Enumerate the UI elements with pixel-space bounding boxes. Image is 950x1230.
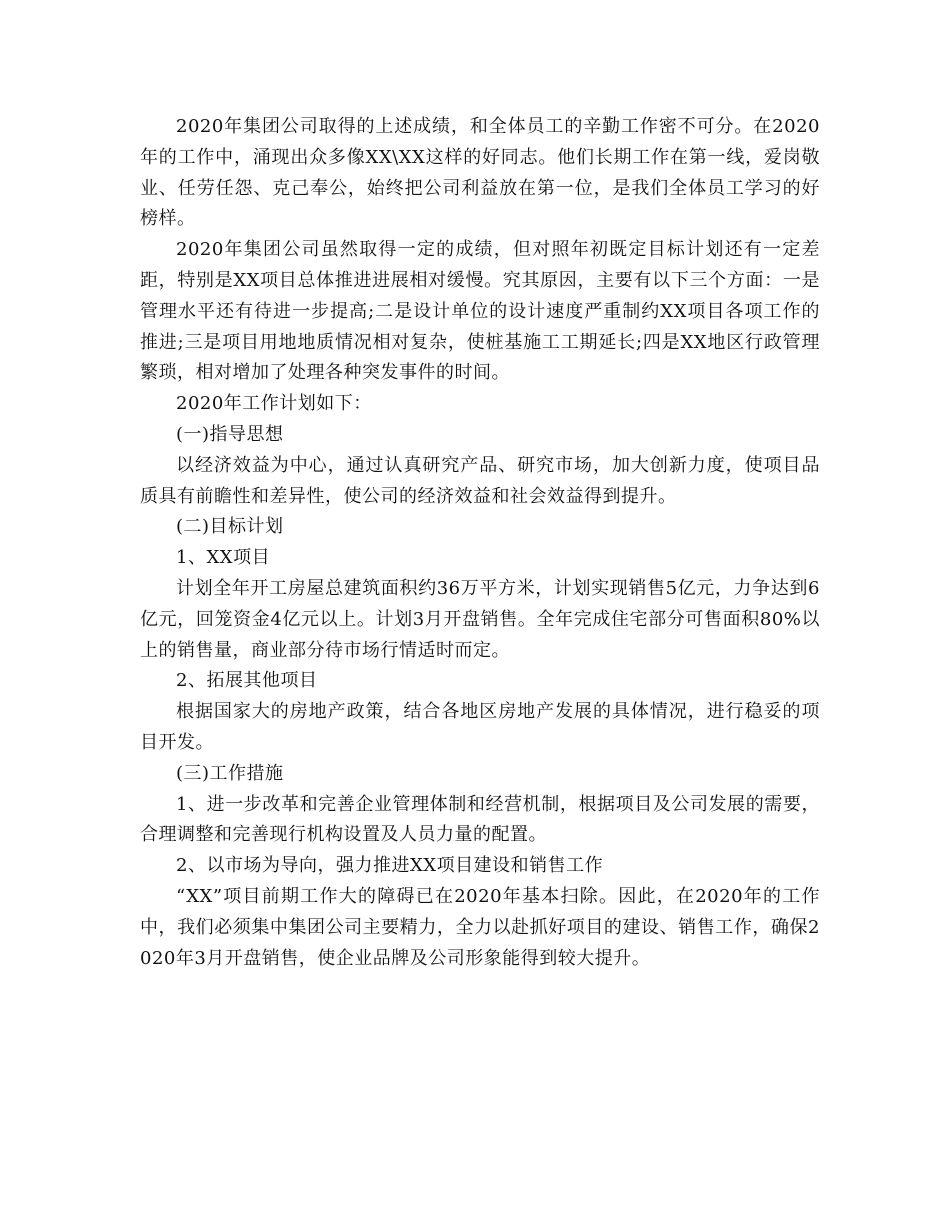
section-heading-target-plan: (二)目标计划 (176, 516, 284, 538)
paragraph-other-projects: 根据国家大的房地产政策，结合各地区房地产发展的具体情况，进行稳妥的项目开发。 (140, 701, 820, 753)
paragraph-measure-market: 2、以市场为导向，强力推进XX项目建设和销售工作 (176, 855, 604, 877)
paragraph-measure-reform: 1、进一步改革和完善企业管理体制和经营机制，根据项目及公司发展的需要，合理调整和完善现行机构设置及人员力量的配置。 (140, 793, 820, 846)
paragraph-plan-intro: 2020年工作计划如下： (176, 393, 372, 415)
paragraph-xx-project: 计划全年开工房屋总建筑面积约36万平方米，计划实现销售5亿元，力争达到6亿元，回笼资金4亿元以上。计划3月开盘销售。全年完成住宅部分可售面积80%以上的销售量，商业部分待市场行情适时而定。 (140, 577, 820, 661)
paragraph-achievements: 2020年集团公司取得的上述成绩，和全体员工的辛勤工作密不可分。在2020年的工作中，涌现出众多像XX\XX这样的好同志。他们长期工作在第一线，爱岗敬业、任劳任怨、克己奉公，始终把公司利益放在第一位，是我们全体员工学习的好榜样。 (140, 116, 820, 230)
document-body (140, 112, 820, 974)
section-heading-guiding-ideology: (一)指导思想 (176, 423, 284, 445)
section-heading-work-measures: (三)工作措施 (176, 762, 284, 784)
paragraph-shortcomings: 2020年集团公司虽然取得一定的成绩，但对照年初既定目标计划还有一定差距，特别是XX项目总体推进进展相对缓慢。究其原因，主要有以下三个方面：一是管理水平还有待进一步提高;二是设计单位的设计速度严重制约XX项目各项工作的推进;三是项目用地地质情况相对复杂，使桩基施工工期延长;四是XX地区行政管理繁琐，相对增加了处理各种突发事件的时间。 (140, 239, 820, 384)
subheading-xx-project: 1、XX项目 (176, 547, 271, 569)
subheading-other-projects: 2、拓展其他项目 (176, 670, 318, 692)
paragraph-guiding-ideology: 以经济效益为中心，通过认真研究产品、研究市场，加大创新力度，使项目品质具有前瞻性和差异性，使公司的经济效益和社会效益得到提升。 (140, 454, 820, 507)
paragraph-xx-obstacles: “XX”项目前期工作大的障碍已在2020年基本扫除。因此，在2020年的工作中，我们必须集中集团公司主要精力，全力以赴抓好项目的建设、销售工作，确保2020年3月开盘销售，使企业品牌及公司形象能得到较大提升。 (140, 885, 820, 969)
